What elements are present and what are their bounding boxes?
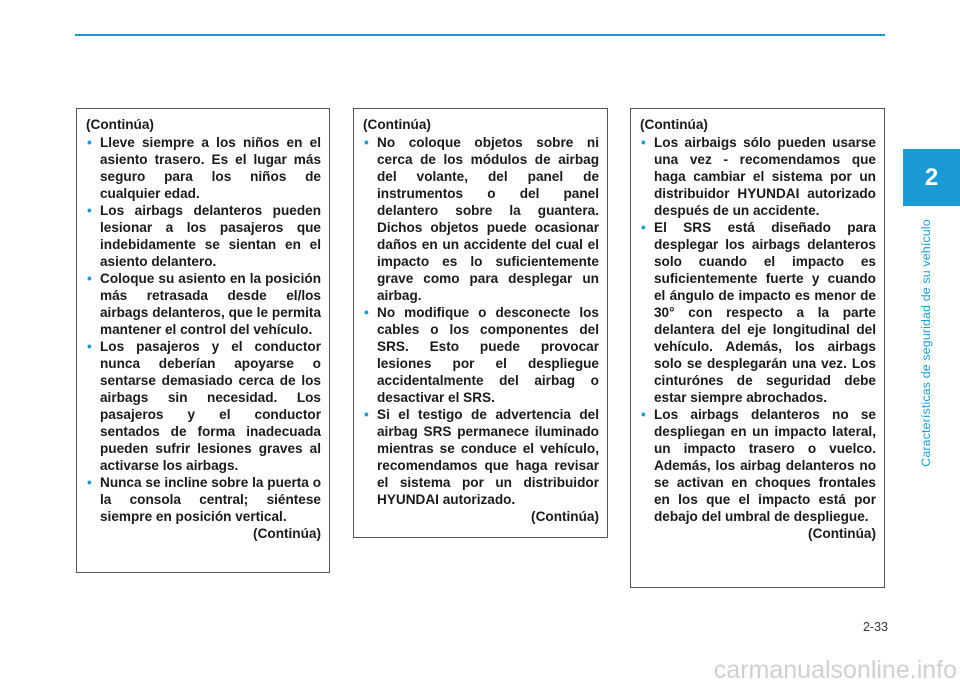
bullet-icon: • [364, 407, 369, 422]
list-item-text: Coloque su asiento en la posición más retrasada desde el/los airbags delanteros, que le permita mantener el control del vehículo. [100, 271, 321, 337]
list-item [640, 406, 876, 525]
list-item [86, 270, 321, 338]
warning-column-2 [353, 108, 608, 538]
list-item-text: Si el testigo de advertencia del airbag SRS permanece iluminado mientras se conduce el vehículo, recomendamos que haga revisar el sistema por un distribuidor HYUNDAI autorizado. [377, 407, 599, 507]
list-item-text: Nunca se incline sobre la puerta o la consola central; siéntese siempre en posición vertical. [100, 475, 321, 524]
bullet-icon: • [641, 220, 646, 235]
continued-header: (Continúa) [640, 117, 708, 132]
chapter-side-title [916, 212, 936, 474]
bullet-list [640, 134, 876, 525]
bullet-icon: • [87, 271, 92, 286]
bullet-icon: • [87, 339, 92, 354]
bullet-icon: • [87, 135, 92, 150]
list-item [86, 474, 321, 525]
list-item-text: Los airbaigs sólo pueden usarse una vez - recomendamos que haga cambiar el sistema por un distribuidor HYUNDAI autorizado después de un accidente. [654, 135, 876, 218]
list-item [640, 134, 876, 219]
page-number: 2-33 [862, 620, 888, 634]
bullet-icon: • [87, 475, 92, 490]
chapter-title: Características de seguridad de su vehículo [919, 219, 933, 467]
top-rule [75, 34, 885, 36]
continued-footer: (Continúa) [253, 526, 321, 541]
bullet-list [86, 134, 321, 525]
list-item [363, 134, 599, 304]
bullet-icon: • [87, 203, 92, 218]
bullet-icon: • [364, 135, 369, 150]
bullet-icon: • [641, 407, 646, 422]
list-item-text: Los pasajeros y el conductor nunca deberían apoyarse o sentarse demasiado cerca de los airbags sin necesidad. Los pasajeros y el conductor sentados de forma inadecuada pueden sufrir lesiones graves al activarse los airbags. [100, 339, 321, 473]
warning-column-3 [630, 108, 885, 588]
chapter-number: 2 [924, 163, 939, 191]
list-item [86, 338, 321, 474]
watermark: carmanualsonline.info [713, 656, 957, 684]
list-item-text: No modifique o desconecte los cables o los componentes del SRS. Esto puede provocar lesiones por el despliegue accidentalmente del airbag o desactivar el SRS. [377, 305, 599, 405]
list-item-text: El SRS está diseñado para desplegar los airbags delanteros solo cuando el impacto es suficientemente fuerte y cuando el ángulo de impacto es menor de 30° con respecto a la parte delantera del eje longitudinal del vehículo. Además, los airbags solo se desplegarán una vez. Los cinturónes de seguridad debe estar siempre abrochados. [654, 220, 876, 405]
warning-column-1 [76, 108, 330, 573]
chapter-tab [903, 149, 960, 206]
continued-footer: (Continúa) [808, 526, 876, 541]
list-item-text: Los airbags delanteros pueden lesionar a los pasajeros que indebidamente se sientan en el asiento delantero. [100, 203, 321, 269]
list-item [363, 406, 599, 508]
continued-header: (Continúa) [363, 117, 431, 132]
continued-header: (Continúa) [86, 117, 154, 132]
list-item [86, 202, 321, 270]
list-item [640, 219, 876, 406]
list-item-text: Lleve siempre a los niños en el asiento trasero. Es el lugar más seguro para los niños de cualquier edad. [100, 135, 321, 201]
list-item-text: No coloque objetos sobre ni cerca de los módulos de airbag del volante, del panel de instrumentos o del panel delantero sobre la guantera. Dichos objetos puede ocasionar daños en un accidente del cual el impacto es lo suficientemente grave como para desplegar un airbag. [377, 135, 599, 303]
list-item [363, 304, 599, 406]
list-item [86, 134, 321, 202]
bullet-icon: • [641, 135, 646, 150]
list-item-text: Los airbags delanteros no se despliegan en un impacto lateral, un impacto trasero o vuelco. Además, los airbag delanteros no se activan en choques frontales en los que el impacto está por debajo del umbral de despliegue. [654, 407, 876, 524]
bullet-icon: • [364, 305, 369, 320]
continued-footer: (Continúa) [531, 509, 599, 524]
bullet-list [363, 134, 599, 508]
